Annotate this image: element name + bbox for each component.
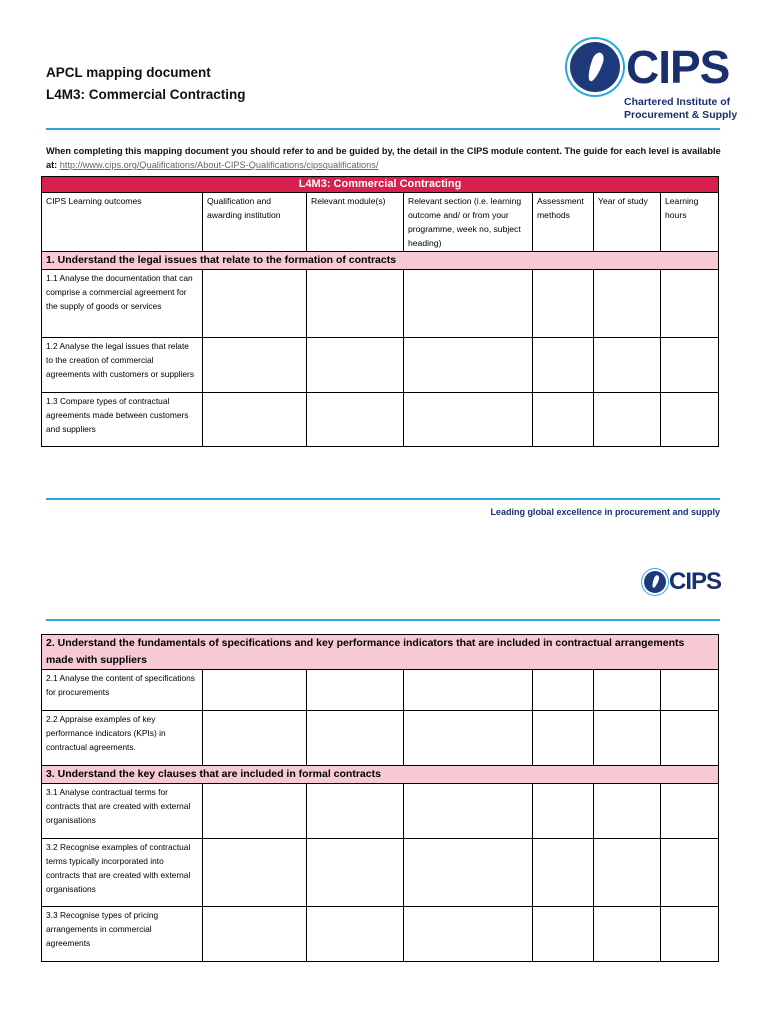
input-cell[interactable] bbox=[307, 907, 404, 962]
cips-logo-tagline bbox=[624, 96, 737, 122]
input-cell[interactable] bbox=[594, 270, 661, 338]
input-cell[interactable] bbox=[533, 784, 594, 839]
header-divider bbox=[46, 128, 720, 130]
mapping-table-page2 bbox=[41, 634, 719, 962]
learning-outcome-1-2: 1.2 Analyse the legal issues that relate to the creation of commercial agreements with customers or suppliers bbox=[42, 338, 203, 393]
input-cell[interactable] bbox=[404, 270, 533, 338]
table-row bbox=[42, 784, 719, 839]
footer-tagline: Leading global excellence in procurement and supply bbox=[490, 507, 720, 517]
input-cell[interactable] bbox=[533, 393, 594, 447]
input-cell[interactable] bbox=[533, 711, 594, 766]
input-cell[interactable] bbox=[533, 270, 594, 338]
input-cell[interactable] bbox=[203, 393, 307, 447]
input-cell[interactable] bbox=[404, 839, 533, 907]
document-title-line1: APCL mapping document bbox=[46, 65, 211, 80]
table-row bbox=[42, 270, 719, 338]
footer-divider bbox=[46, 498, 720, 500]
input-cell[interactable] bbox=[404, 784, 533, 839]
mapping-table-page1 bbox=[41, 176, 719, 447]
input-cell[interactable] bbox=[533, 338, 594, 393]
input-cell[interactable] bbox=[203, 711, 307, 766]
section-heading-1: 1. Understand the legal issues that relate to the formation of contracts bbox=[42, 252, 719, 270]
learning-outcome-2-2: 2.2 Appraise examples of key performance indicators (KPIs) in contractual agreements. bbox=[42, 711, 203, 766]
table-banner: L4M3: Commercial Contracting bbox=[42, 177, 719, 193]
intro-paragraph bbox=[46, 144, 724, 172]
input-cell[interactable] bbox=[661, 670, 719, 711]
input-cell[interactable] bbox=[533, 907, 594, 962]
cips-logo-word: CIPS bbox=[626, 41, 730, 93]
input-cell[interactable] bbox=[594, 784, 661, 839]
intro-text: When completing this mapping document you should refer to and be guided by, the detail in the CIPS module content. The guide for each level is available at: bbox=[46, 146, 721, 170]
cips-logo-tagline-line1: Chartered Institute of bbox=[624, 96, 731, 108]
column-header-qualification: Qualification and awarding institution bbox=[203, 193, 307, 252]
input-cell[interactable] bbox=[307, 338, 404, 393]
learning-outcome-1-1: 1.1 Analyse the documentation that can comprise a commercial agreement for the supply of goods or services bbox=[42, 270, 203, 338]
document-title-line2: L4M3: Commercial Contracting bbox=[46, 87, 246, 102]
input-cell[interactable] bbox=[203, 670, 307, 711]
cips-logo-icon bbox=[570, 42, 620, 92]
cips-logo-small-word: CIPS bbox=[669, 568, 722, 595]
input-cell[interactable] bbox=[203, 907, 307, 962]
input-cell[interactable] bbox=[661, 784, 719, 839]
table-row bbox=[42, 338, 719, 393]
input-cell[interactable] bbox=[661, 393, 719, 447]
input-cell[interactable] bbox=[594, 839, 661, 907]
input-cell[interactable] bbox=[203, 839, 307, 907]
table-row bbox=[42, 670, 719, 711]
table-row bbox=[42, 839, 719, 907]
page2-header-divider bbox=[46, 619, 720, 621]
input-cell[interactable] bbox=[594, 670, 661, 711]
input-cell[interactable] bbox=[307, 839, 404, 907]
input-cell[interactable] bbox=[404, 907, 533, 962]
input-cell[interactable] bbox=[661, 338, 719, 393]
cips-logo-tagline-line2: Procurement & Supply bbox=[624, 109, 738, 121]
input-cell[interactable] bbox=[307, 711, 404, 766]
input-cell[interactable] bbox=[533, 670, 594, 711]
column-header-modules: Relevant module(s) bbox=[307, 193, 404, 252]
cips-logo-small bbox=[644, 568, 721, 596]
column-header-hours: Learning hours bbox=[661, 193, 719, 252]
input-cell[interactable] bbox=[307, 784, 404, 839]
table-row bbox=[42, 907, 719, 962]
learning-outcome-3-1: 3.1 Analyse contractual terms for contracts that are created with external organisations bbox=[42, 784, 203, 839]
document-title bbox=[46, 62, 246, 106]
input-cell[interactable] bbox=[404, 393, 533, 447]
column-header-learning-outcomes: CIPS Learning outcomes bbox=[42, 193, 203, 252]
input-cell[interactable] bbox=[203, 270, 307, 338]
table-row bbox=[42, 393, 719, 447]
input-cell[interactable] bbox=[661, 270, 719, 338]
learning-outcome-3-2: 3.2 Recognise examples of contractual terms typically incorporated into contracts that are created with external organisations bbox=[42, 839, 203, 907]
learning-outcome-1-3: 1.3 Compare types of contractual agreements made between customers and suppliers bbox=[42, 393, 203, 447]
learning-outcome-2-1: 2.1 Analyse the content of specifications for procurements bbox=[42, 670, 203, 711]
input-cell[interactable] bbox=[203, 784, 307, 839]
input-cell[interactable] bbox=[594, 393, 661, 447]
input-cell[interactable] bbox=[307, 393, 404, 447]
cips-logo bbox=[566, 40, 729, 94]
input-cell[interactable] bbox=[404, 670, 533, 711]
input-cell[interactable] bbox=[203, 338, 307, 393]
column-header-assessment: Assessment methods bbox=[533, 193, 594, 252]
input-cell[interactable] bbox=[661, 711, 719, 766]
cips-logo-small-icon bbox=[644, 571, 666, 593]
column-header-section: Relevant section (i.e. learning outcome and/ or from your programme, week no, subject heading) bbox=[404, 193, 533, 252]
input-cell[interactable] bbox=[661, 907, 719, 962]
section-heading-2: 2. Understand the fundamentals of specifications and key performance indicators that are included in contractual arrangements made with suppliers bbox=[42, 635, 719, 670]
input-cell[interactable] bbox=[307, 270, 404, 338]
input-cell[interactable] bbox=[594, 907, 661, 962]
column-header-year: Year of study bbox=[594, 193, 661, 252]
learning-outcome-3-3: 3.3 Recognise types of pricing arrangements in commercial agreements bbox=[42, 907, 203, 962]
input-cell[interactable] bbox=[404, 711, 533, 766]
cips-guide-link[interactable]: http://www.cips.org/Qualifications/About-CIPS-Qualifications/cipsqualifications/ bbox=[59, 160, 379, 170]
input-cell[interactable] bbox=[594, 338, 661, 393]
input-cell[interactable] bbox=[533, 839, 594, 907]
input-cell[interactable] bbox=[594, 711, 661, 766]
section-heading-3: 3. Understand the key clauses that are included in formal contracts bbox=[42, 766, 719, 784]
table-row bbox=[42, 711, 719, 766]
input-cell[interactable] bbox=[307, 670, 404, 711]
input-cell[interactable] bbox=[661, 839, 719, 907]
input-cell[interactable] bbox=[404, 338, 533, 393]
